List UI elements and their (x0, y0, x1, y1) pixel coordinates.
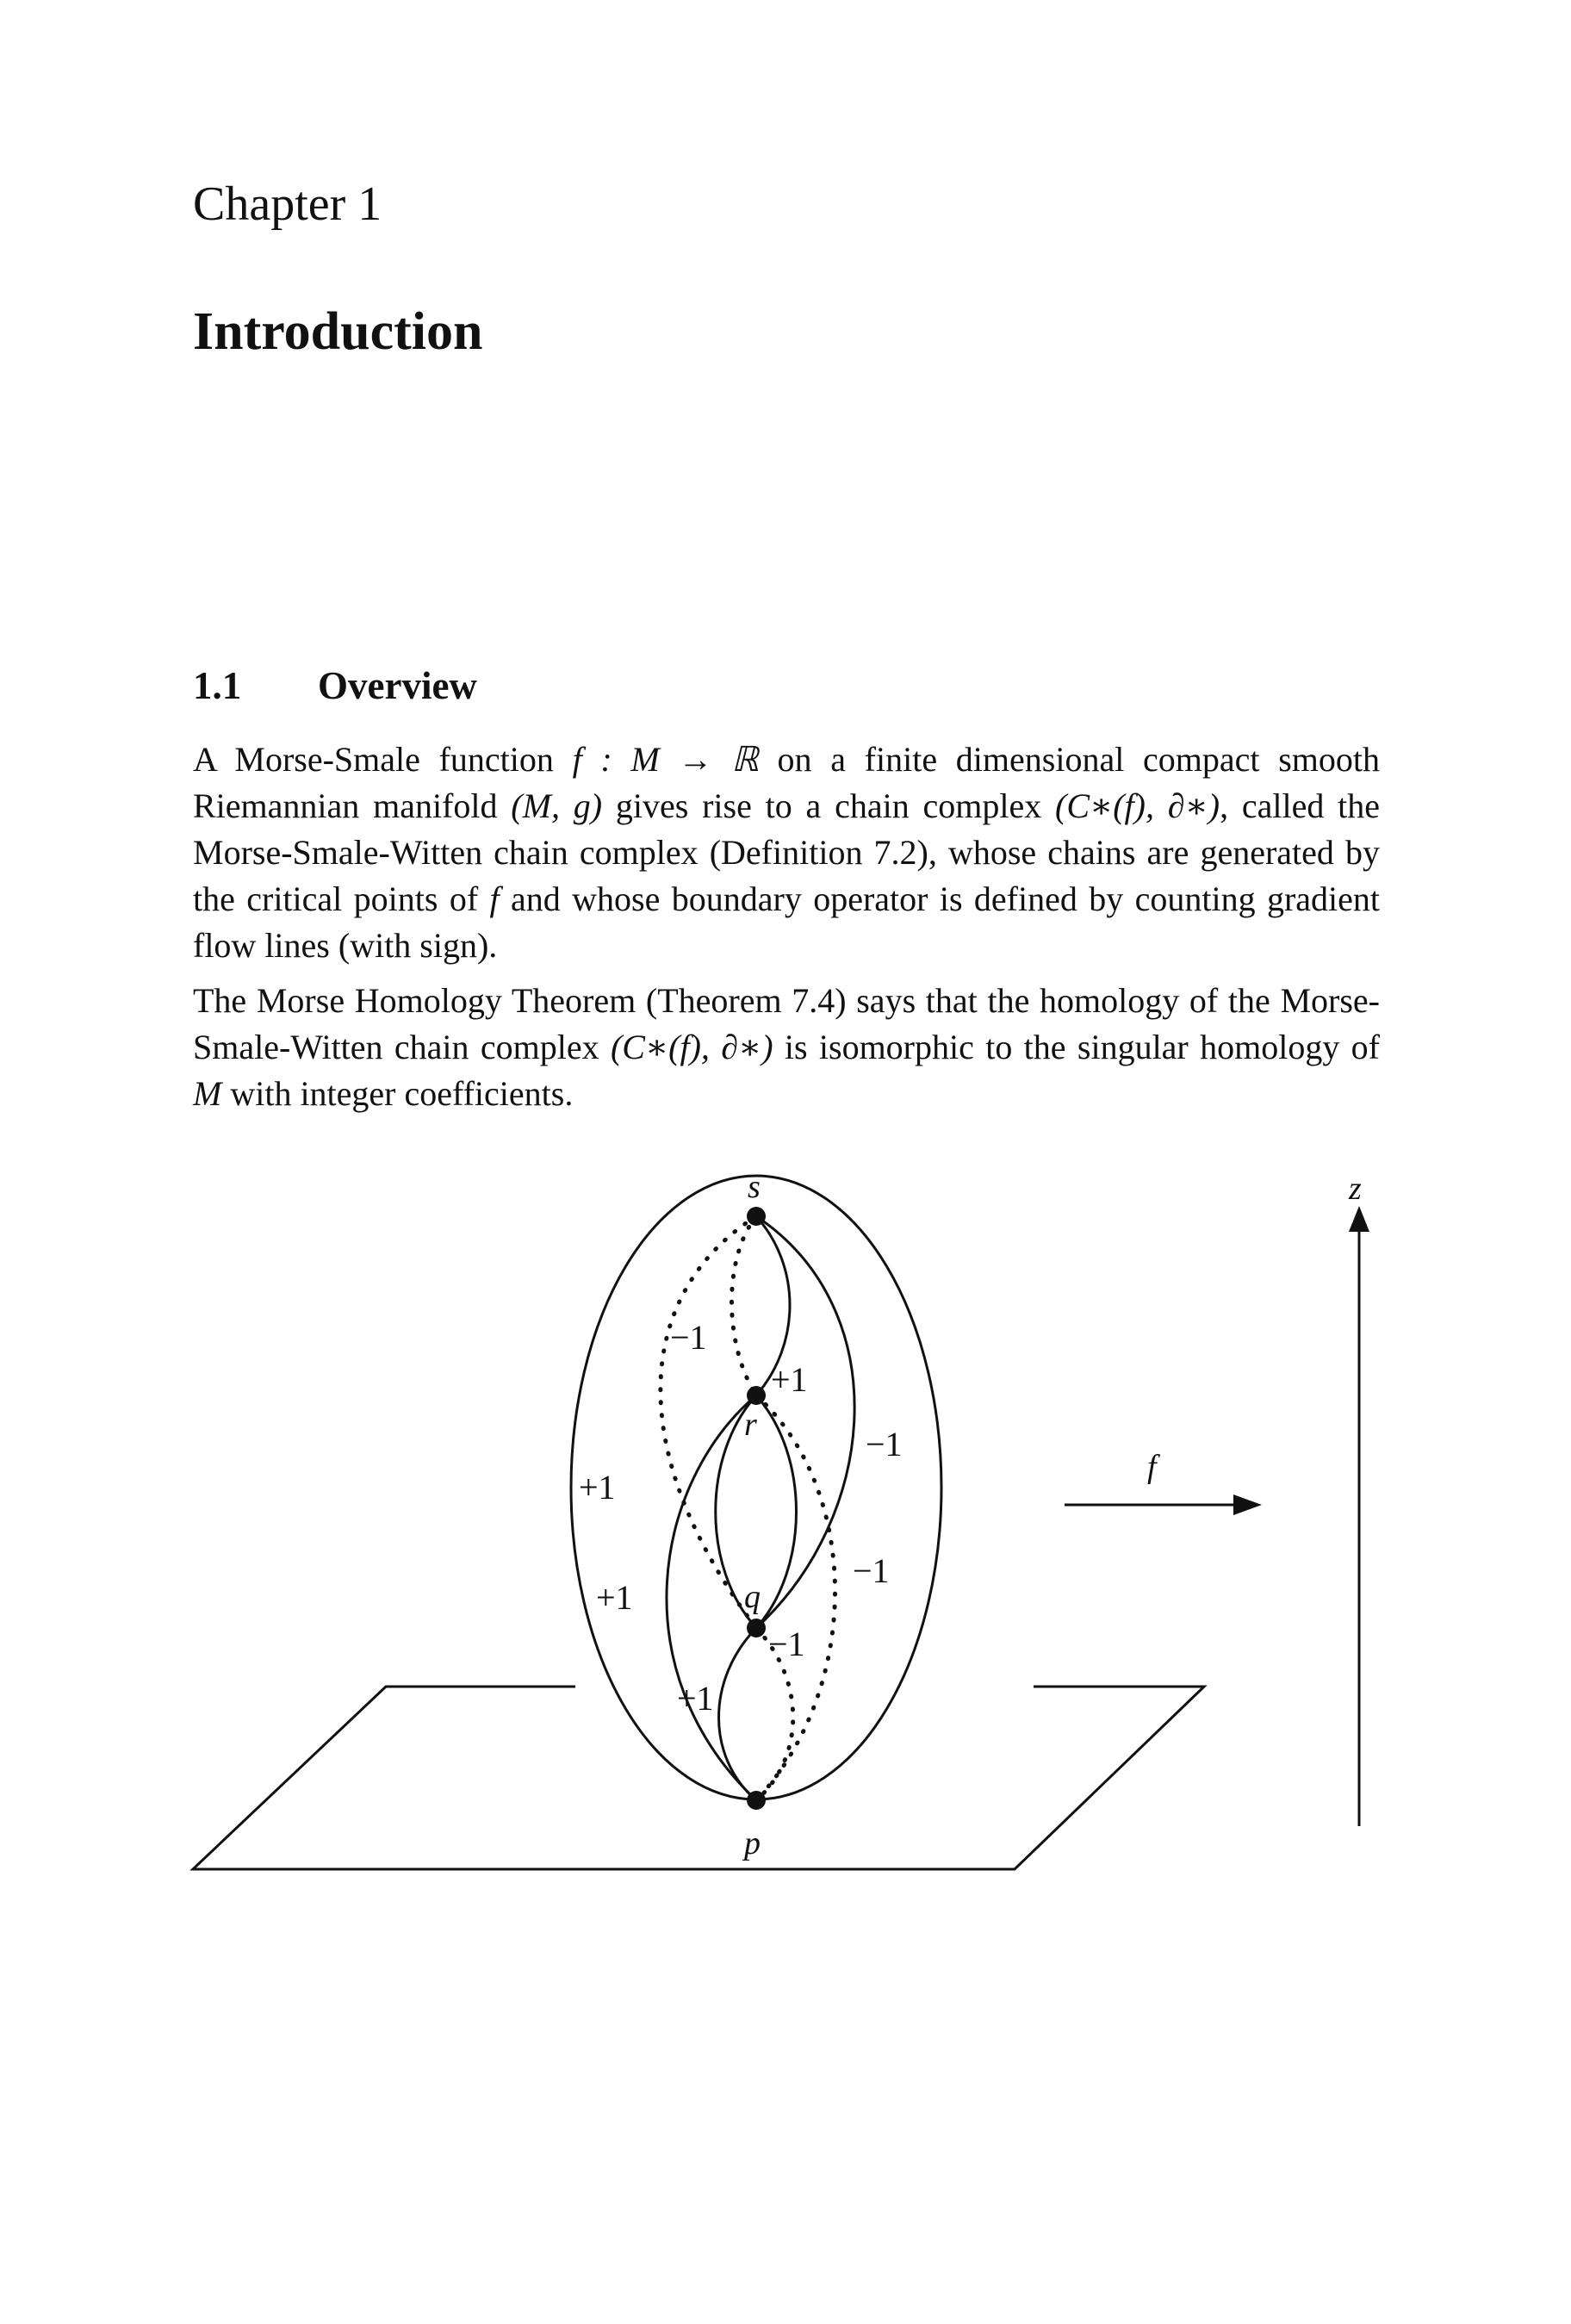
dotted-s-r (732, 1216, 757, 1395)
dotted-r-p-right (756, 1395, 835, 1800)
p2-text-c: with integer coefficients. (221, 1074, 574, 1113)
label-s: s (748, 1169, 761, 1205)
p1-text-d: , called the Morse-Smale-Witten chain complex (Definition 7.2), whose chains are generated by the critical points of (193, 786, 1381, 918)
p1-math-a: f : M → ℝ (572, 740, 759, 779)
chapter-title: Introduction (193, 302, 483, 361)
sign-label: +1 (677, 1679, 714, 1718)
label-q: q (744, 1579, 761, 1615)
p1-math-b: (M, g) (511, 786, 603, 825)
sign-label: +1 (596, 1578, 633, 1617)
p1-math-c: (C∗(f), ∂∗) (1055, 786, 1220, 825)
p1-math-d: f (489, 879, 500, 918)
flow-q-p-left (719, 1628, 757, 1800)
section-number: 1.1 (193, 664, 242, 707)
sign-label: +1 (771, 1360, 808, 1399)
p2-math-a: (C∗(f), ∂∗) (610, 1028, 773, 1066)
critical-point-p (747, 1791, 766, 1810)
label-r: r (744, 1407, 757, 1443)
label-z: z (1349, 1171, 1362, 1207)
p2-math-b: M (193, 1074, 222, 1113)
p2-text-a: The Morse Homology Theorem (Theorem 7.4) says that the homology of the Morse-Smale-Witten chain complex (193, 981, 1380, 1066)
critical-point-r (747, 1386, 766, 1405)
outer-ellipse (571, 1176, 941, 1799)
sign-label: −1 (670, 1318, 707, 1357)
p1-text-a: A Morse-Smale function (193, 740, 573, 779)
section-title: Overview (318, 664, 477, 707)
label-p: p (744, 1825, 761, 1861)
critical-point-q (747, 1619, 766, 1637)
sign-label: +1 (579, 1468, 616, 1507)
sign-label: −1 (853, 1551, 890, 1590)
sign-label: −1 (768, 1625, 805, 1663)
p2-text-b: is isomorphic to the singular homology of (773, 1028, 1380, 1066)
p1-text-c: gives rise to a chain complex (602, 786, 1056, 825)
label-f: f (1147, 1449, 1157, 1485)
p1-text-e: and whose boundary operator is defined by counting gradient flow lines (with sign). (193, 879, 1381, 965)
flow-s-q-right (756, 1216, 854, 1628)
critical-point-s (747, 1207, 766, 1226)
dotted-s-left (661, 1216, 756, 1628)
z-arrow-head (1349, 1206, 1369, 1232)
sign-label: −1 (866, 1425, 903, 1463)
p1-text-b: on a finite dimensional compact smooth Riemannian manifold (193, 740, 1380, 825)
flow-r-p-left (667, 1395, 756, 1800)
f-arrow-head (1233, 1494, 1262, 1515)
chapter-label: Chapter 1 (193, 177, 382, 231)
